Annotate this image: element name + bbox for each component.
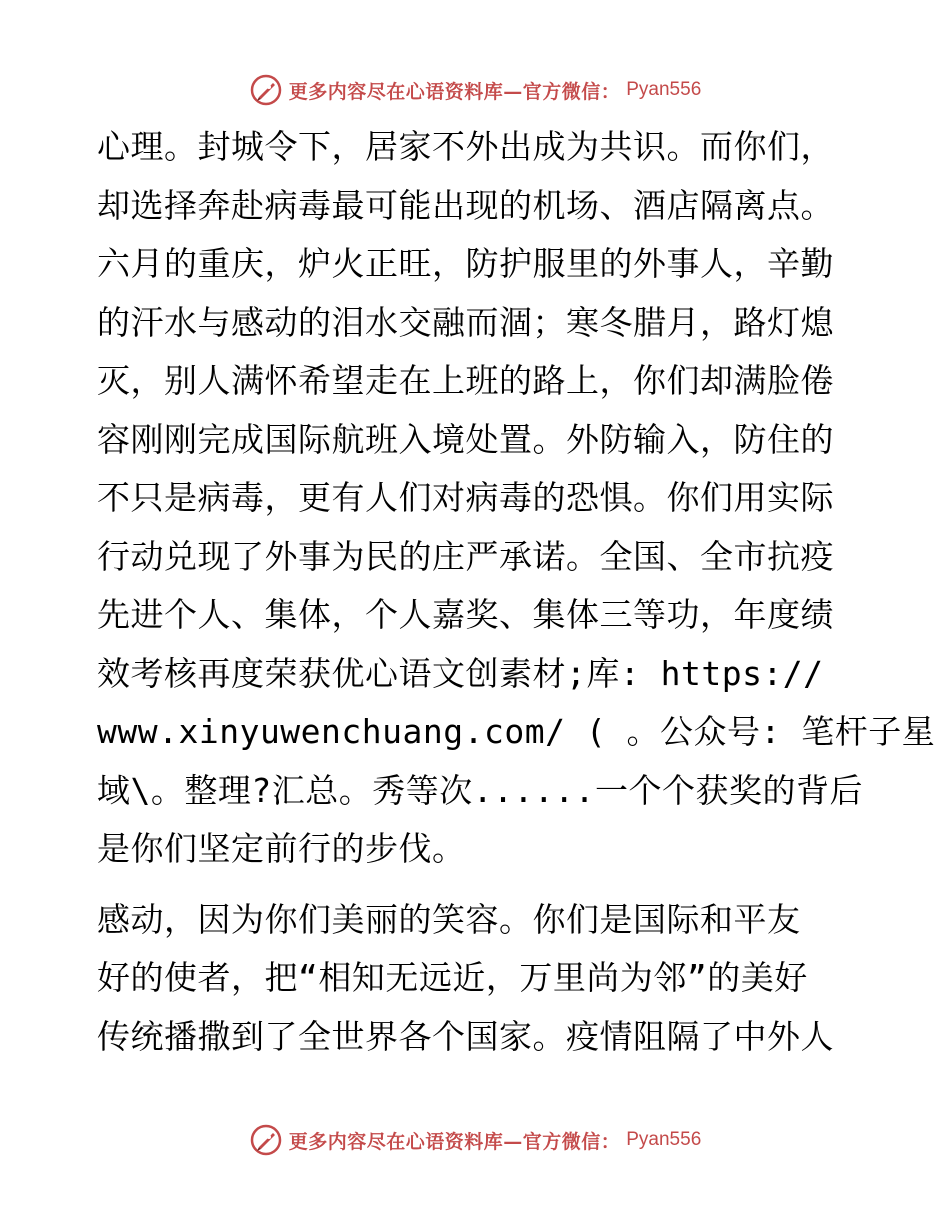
text-line: 六月的重庆，炉火正旺，防护服里的外事人，辛勤 <box>97 244 834 283</box>
paragraph-2 <box>97 891 857 1067</box>
watermark-text: 更多内容尽在心语资料库—官方微信： <box>288 80 621 103</box>
text-line: 灭，别人满怀希望走在上班的路上，你们却满脸倦 <box>97 361 834 400</box>
text-line: www.xinyuwenchuang.com/ ( 。公众号: 笔杆子星 <box>97 712 936 751</box>
watermark-wechat-id: Pyan556 <box>626 79 702 100</box>
text-line: 心理。封城令下，居家不外出成为共识。而你们， <box>97 127 834 166</box>
text-line: 却选择奔赴病毒最可能出现的机场、酒店隔离点。 <box>97 185 834 225</box>
footer-watermark <box>0 1120 950 1160</box>
text-line: 效考核再度荣获优心语文创素材;库: https:// <box>97 653 824 693</box>
paragraph-gap <box>97 879 857 891</box>
paragraph-1 <box>97 118 936 879</box>
text-line: 域\。整理?汇总。秀等次......一个个获奖的背后 <box>97 770 863 810</box>
document-body <box>97 118 936 1066</box>
pen-logo-icon <box>249 1123 283 1157</box>
text-line: 容刚刚完成国际航班入境处置。外防输入，防住的 <box>97 419 834 459</box>
text-line: 先进个人、集体，个人嘉奖、集体三等功，年度绩 <box>97 595 834 634</box>
text-line: 是你们坚定前行的步伐。 <box>97 829 466 868</box>
watermark-text: 更多内容尽在心语资料库—官方微信： <box>288 1130 621 1153</box>
text-line: 的汗水与感动的泪水交融而涸；寒冬腊月，路灯熄 <box>97 302 834 342</box>
text-line: 不只是病毒，更有人们对病毒的恐惧。你们用实际 <box>97 478 834 517</box>
text-line: 好的使者，把“相知无远近，万里尚为邻”的美好 <box>97 958 808 997</box>
watermark-wechat-id: Pyan556 <box>626 1129 702 1150</box>
header-watermark <box>0 70 950 110</box>
text-line: 行动兑现了外事为民的庄严承诺。全国、全市抗疫 <box>97 536 834 576</box>
text-line: 感动，因为你们美丽的笑容。你们是国际和平友 <box>97 899 801 939</box>
text-line: 传统播撒到了全世界各个国家。疫情阻隔了中外人 <box>97 1016 834 1056</box>
pen-logo-icon <box>249 73 283 107</box>
